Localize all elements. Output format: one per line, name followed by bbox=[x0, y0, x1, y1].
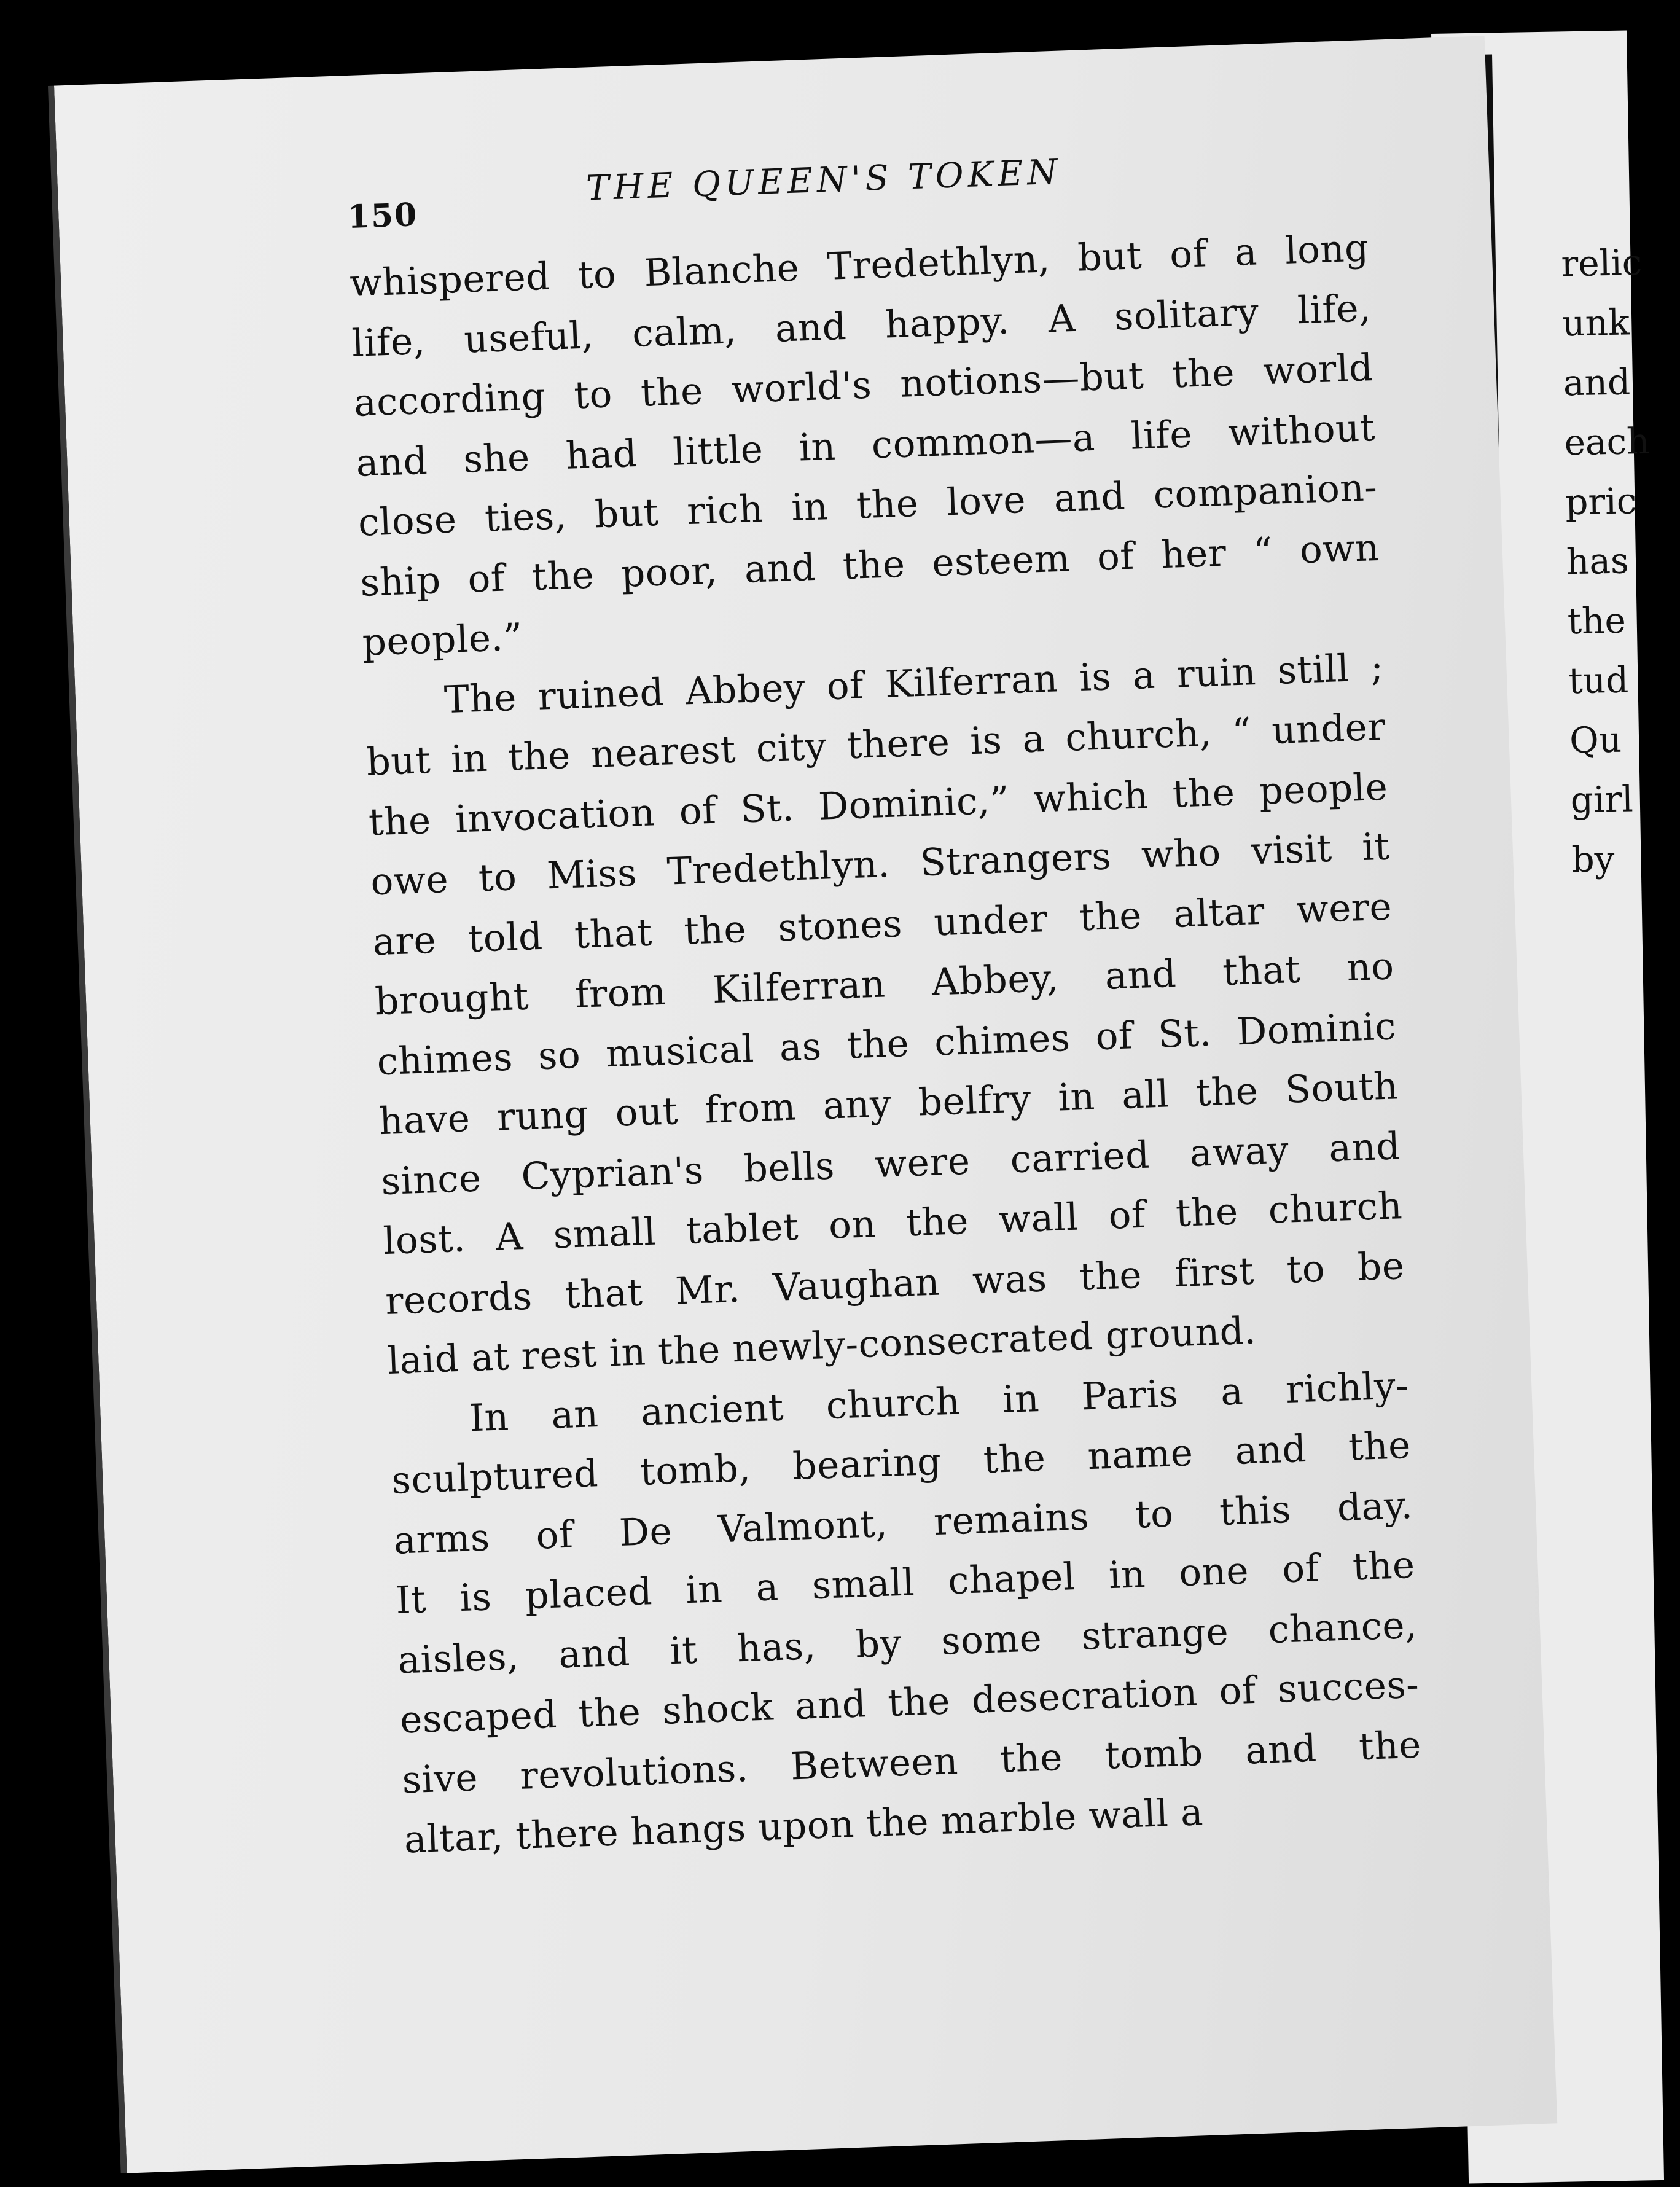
text-line: chimes so musical as the chimes of St. Dominic bbox=[376, 1004, 1397, 1084]
page-text-block bbox=[346, 141, 1424, 1870]
text-line: are told that the stones under the altar were bbox=[372, 884, 1393, 964]
text-line: laid at rest in the newly-consecrated ground. bbox=[386, 1309, 1257, 1383]
paragraph bbox=[364, 637, 1408, 1391]
right-page-line-fragment: unk bbox=[1561, 301, 1630, 345]
text-line: life, useful, calm, and happy. A solitary life, bbox=[351, 286, 1372, 366]
text-line: In an ancient church in Paris a richly- bbox=[468, 1363, 1410, 1440]
text-line: It is placed in a small chapel in one of the bbox=[395, 1543, 1416, 1622]
text-line: but in the nearest city there is a church, “ under bbox=[365, 705, 1386, 784]
text-line: whispered to Blanche Tredethlyn, but of a long bbox=[349, 226, 1370, 306]
paragraph bbox=[388, 1356, 1424, 1870]
text-line: lost. A small tablet on the wall of the church bbox=[382, 1184, 1404, 1264]
text-line: since Cyprian's bells were carried away and bbox=[380, 1124, 1401, 1203]
text-line: arms of De Valmont, remains to this day. bbox=[393, 1483, 1414, 1563]
right-page-line-fragment: pric bbox=[1565, 480, 1637, 523]
scan-border bbox=[0, 0, 49, 2187]
right-page-line-fragment: Qu bbox=[1569, 718, 1622, 762]
right-page-line-fragment: tud bbox=[1568, 659, 1629, 702]
body-text bbox=[349, 218, 1424, 1870]
left-page bbox=[48, 36, 1557, 2173]
right-page-line-fragment: relic bbox=[1560, 241, 1643, 285]
text-line: The ruined Abbey of Kilferran is a ruin still ; bbox=[443, 645, 1385, 722]
right-page-text bbox=[1561, 233, 1652, 890]
text-line: the invocation of St. Dominic,” which the people bbox=[367, 765, 1389, 844]
text-line: ship of the poor, and the esteem of her “ own bbox=[359, 525, 1380, 605]
text-line: according to the world's notions—but the world bbox=[353, 346, 1374, 425]
text-line: and she had little in common—a life without bbox=[355, 405, 1376, 485]
text-line: owe to Miss Tredethlyn. Strangers who visit it bbox=[370, 824, 1391, 904]
running-title: THE QUEEN'S TOKEN bbox=[585, 152, 1063, 209]
page-number: 150 bbox=[346, 196, 419, 237]
text-line: sculptured tomb, bearing the name and the bbox=[391, 1423, 1412, 1503]
text-line: people.” bbox=[361, 615, 524, 665]
right-page-line-fragment: the bbox=[1567, 599, 1627, 643]
right-page-line-fragment: by bbox=[1571, 838, 1615, 881]
text-line: have rung out from any belfry in all the South bbox=[378, 1064, 1399, 1144]
right-page-line-fragment: has bbox=[1566, 539, 1630, 583]
text-line: altar, there hangs upon the marble wall a bbox=[403, 1790, 1204, 1862]
running-head bbox=[346, 141, 1367, 237]
right-page-line-fragment: and bbox=[1563, 361, 1631, 404]
paragraph bbox=[349, 218, 1383, 673]
text-line: close ties, but rich in the love and companion- bbox=[357, 465, 1378, 545]
text-line: records that Mr. Vaughan was the first to be bbox=[385, 1243, 1405, 1323]
text-line: brought from Kilferran Abbey, and that no bbox=[374, 944, 1395, 1024]
text-line: escaped the shock and the desecration of succes- bbox=[399, 1662, 1420, 1742]
right-page-line-fragment: girl bbox=[1570, 778, 1634, 821]
text-line: aisles, and it has, by some strange chance, bbox=[397, 1603, 1418, 1683]
right-page-line-fragment: each bbox=[1564, 420, 1650, 464]
text-line: sive revolutions. Between the tomb and the bbox=[401, 1723, 1422, 1802]
